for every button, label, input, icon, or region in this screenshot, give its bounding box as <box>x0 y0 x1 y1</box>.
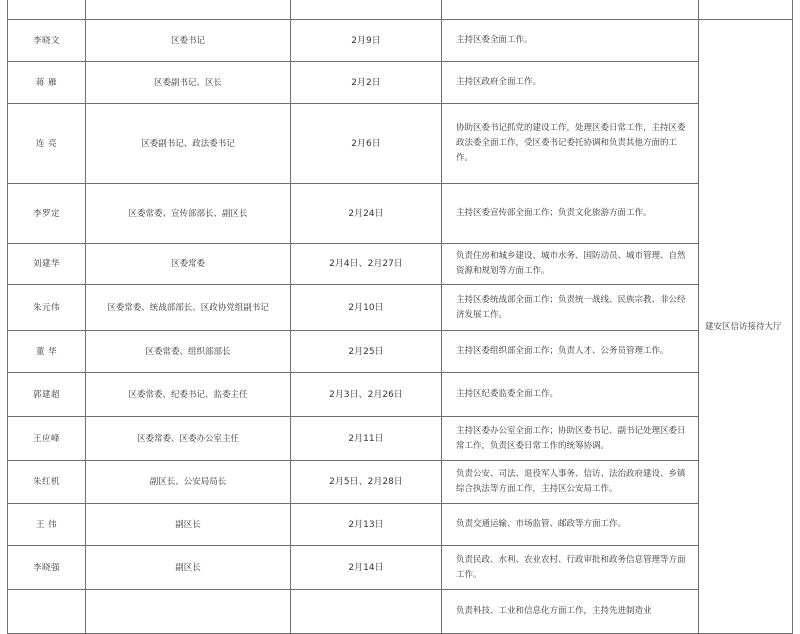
reception-date: 2月11日 <box>291 417 442 461</box>
leader-duties: 负责公安、司法、退役军人事务、信访、法治政府建设、乡镇综合执法等方面工作，主持区公安局工作。 <box>442 461 699 504</box>
table-row <box>8 590 793 634</box>
location-cell-top <box>699 0 793 20</box>
table-row <box>8 104 793 184</box>
leader-name: 李罗定 <box>8 184 86 244</box>
leader-position: 区委副书记、区长 <box>86 62 291 104</box>
leader-position: 区委书记 <box>86 20 291 62</box>
reception-date <box>291 0 442 20</box>
table-row <box>8 285 793 331</box>
leader-name: 朱元伟 <box>8 285 86 331</box>
table-row <box>8 461 793 504</box>
leader-name: 王 伟 <box>8 504 86 546</box>
leader-duties: 协助区委书记抓党的建设工作，处理区委日常工作，主持区委政法委全面工作，受区委书记委托协调和负责其他方面的工作。 <box>442 104 699 184</box>
leader-name: 王应峰 <box>8 417 86 461</box>
leader-duties: 主持区纪委监委全面工作。 <box>442 373 699 417</box>
table-row <box>8 20 793 62</box>
leader-name: 连 亮 <box>8 104 86 184</box>
reception-date: 2月9日 <box>291 20 442 62</box>
leader-name: 刘建华 <box>8 244 86 285</box>
leader-duties: 主持区委组织部全面工作；负责人才、公务员管理工作。 <box>442 331 699 373</box>
leader-duties: 负责住房和城乡建设、城市水务、国防动员、城市管理、自然资源和规划等方面工作。 <box>442 244 699 285</box>
leader-reception-table <box>7 0 793 634</box>
leader-position: 副区长、公安局局长 <box>86 461 291 504</box>
leader-duties: 主持区委统战部全面工作；负责统一战线、民族宗教、非公经济发展工作。 <box>442 285 699 331</box>
reception-date: 2月24日 <box>291 184 442 244</box>
leader-name: 李晓强 <box>8 546 86 590</box>
table-row <box>8 62 793 104</box>
table-row <box>8 504 793 546</box>
reception-location: 建安区信访接待大厅 <box>699 20 793 634</box>
table-row <box>8 417 793 461</box>
leader-position: 副区长 <box>86 546 291 590</box>
leader-name: 蒋 雁 <box>8 62 86 104</box>
leader-duties: 主持区委宣传部全面工作；负责文化旅游方面工作。 <box>442 184 699 244</box>
reception-date: 2月14日 <box>291 546 442 590</box>
leader-position: 区委常委 <box>86 244 291 285</box>
reception-date: 2月6日 <box>291 104 442 184</box>
reception-date: 2月25日 <box>291 331 442 373</box>
leader-position: 区委副书记、政法委书记 <box>86 104 291 184</box>
table-row <box>8 0 793 20</box>
table-row <box>8 546 793 590</box>
leader-position: 区委常委、纪委书记、监委主任 <box>86 373 291 417</box>
leader-name: 朱红机 <box>8 461 86 504</box>
reception-date: 2月13日 <box>291 504 442 546</box>
leader-position: 副区长 <box>86 504 291 546</box>
leader-position: 区委常委、统战部部长、区政协党组副书记 <box>86 285 291 331</box>
leader-duties: 负责民政、水利、农业农村、行政审批和政务信息管理等方面工作。 <box>442 546 699 590</box>
reception-date <box>291 590 442 634</box>
leader-name: 董 华 <box>8 331 86 373</box>
leader-duties: 负责科技、工业和信息化方面工作，主持先进制造业 <box>442 590 699 634</box>
leader-duties: 主持区委全面工作。 <box>442 20 699 62</box>
leader-duties: 主持区委办公室全面工作；协助区委书记、副书记处理区委日常工作，负责区委日常工作的统筹协调。 <box>442 417 699 461</box>
leader-duties <box>442 0 699 20</box>
leader-position <box>86 590 291 634</box>
reception-date: 2月10日 <box>291 285 442 331</box>
reception-date: 2月5日、2月28日 <box>291 461 442 504</box>
leader-name: 郭建超 <box>8 373 86 417</box>
leader-position: 区委常委、区委办公室主任 <box>86 417 291 461</box>
reception-date: 2月2日 <box>291 62 442 104</box>
leader-name: 李晓文 <box>8 20 86 62</box>
leader-name <box>8 0 86 20</box>
table-row <box>8 244 793 285</box>
leader-name <box>8 590 86 634</box>
leader-position: 区委常委、宣传部部长、副区长 <box>86 184 291 244</box>
table-row <box>8 184 793 244</box>
leader-duties: 主持区政府全面工作。 <box>442 62 699 104</box>
reception-date: 2月4日、2月27日 <box>291 244 442 285</box>
leader-position <box>86 0 291 20</box>
table-row <box>8 373 793 417</box>
leader-position: 区委常委、组织部部长 <box>86 331 291 373</box>
table-row <box>8 331 793 373</box>
leader-duties: 负责交通运输、市场监管、邮政等方面工作。 <box>442 504 699 546</box>
reception-date: 2月3日、2月26日 <box>291 373 442 417</box>
